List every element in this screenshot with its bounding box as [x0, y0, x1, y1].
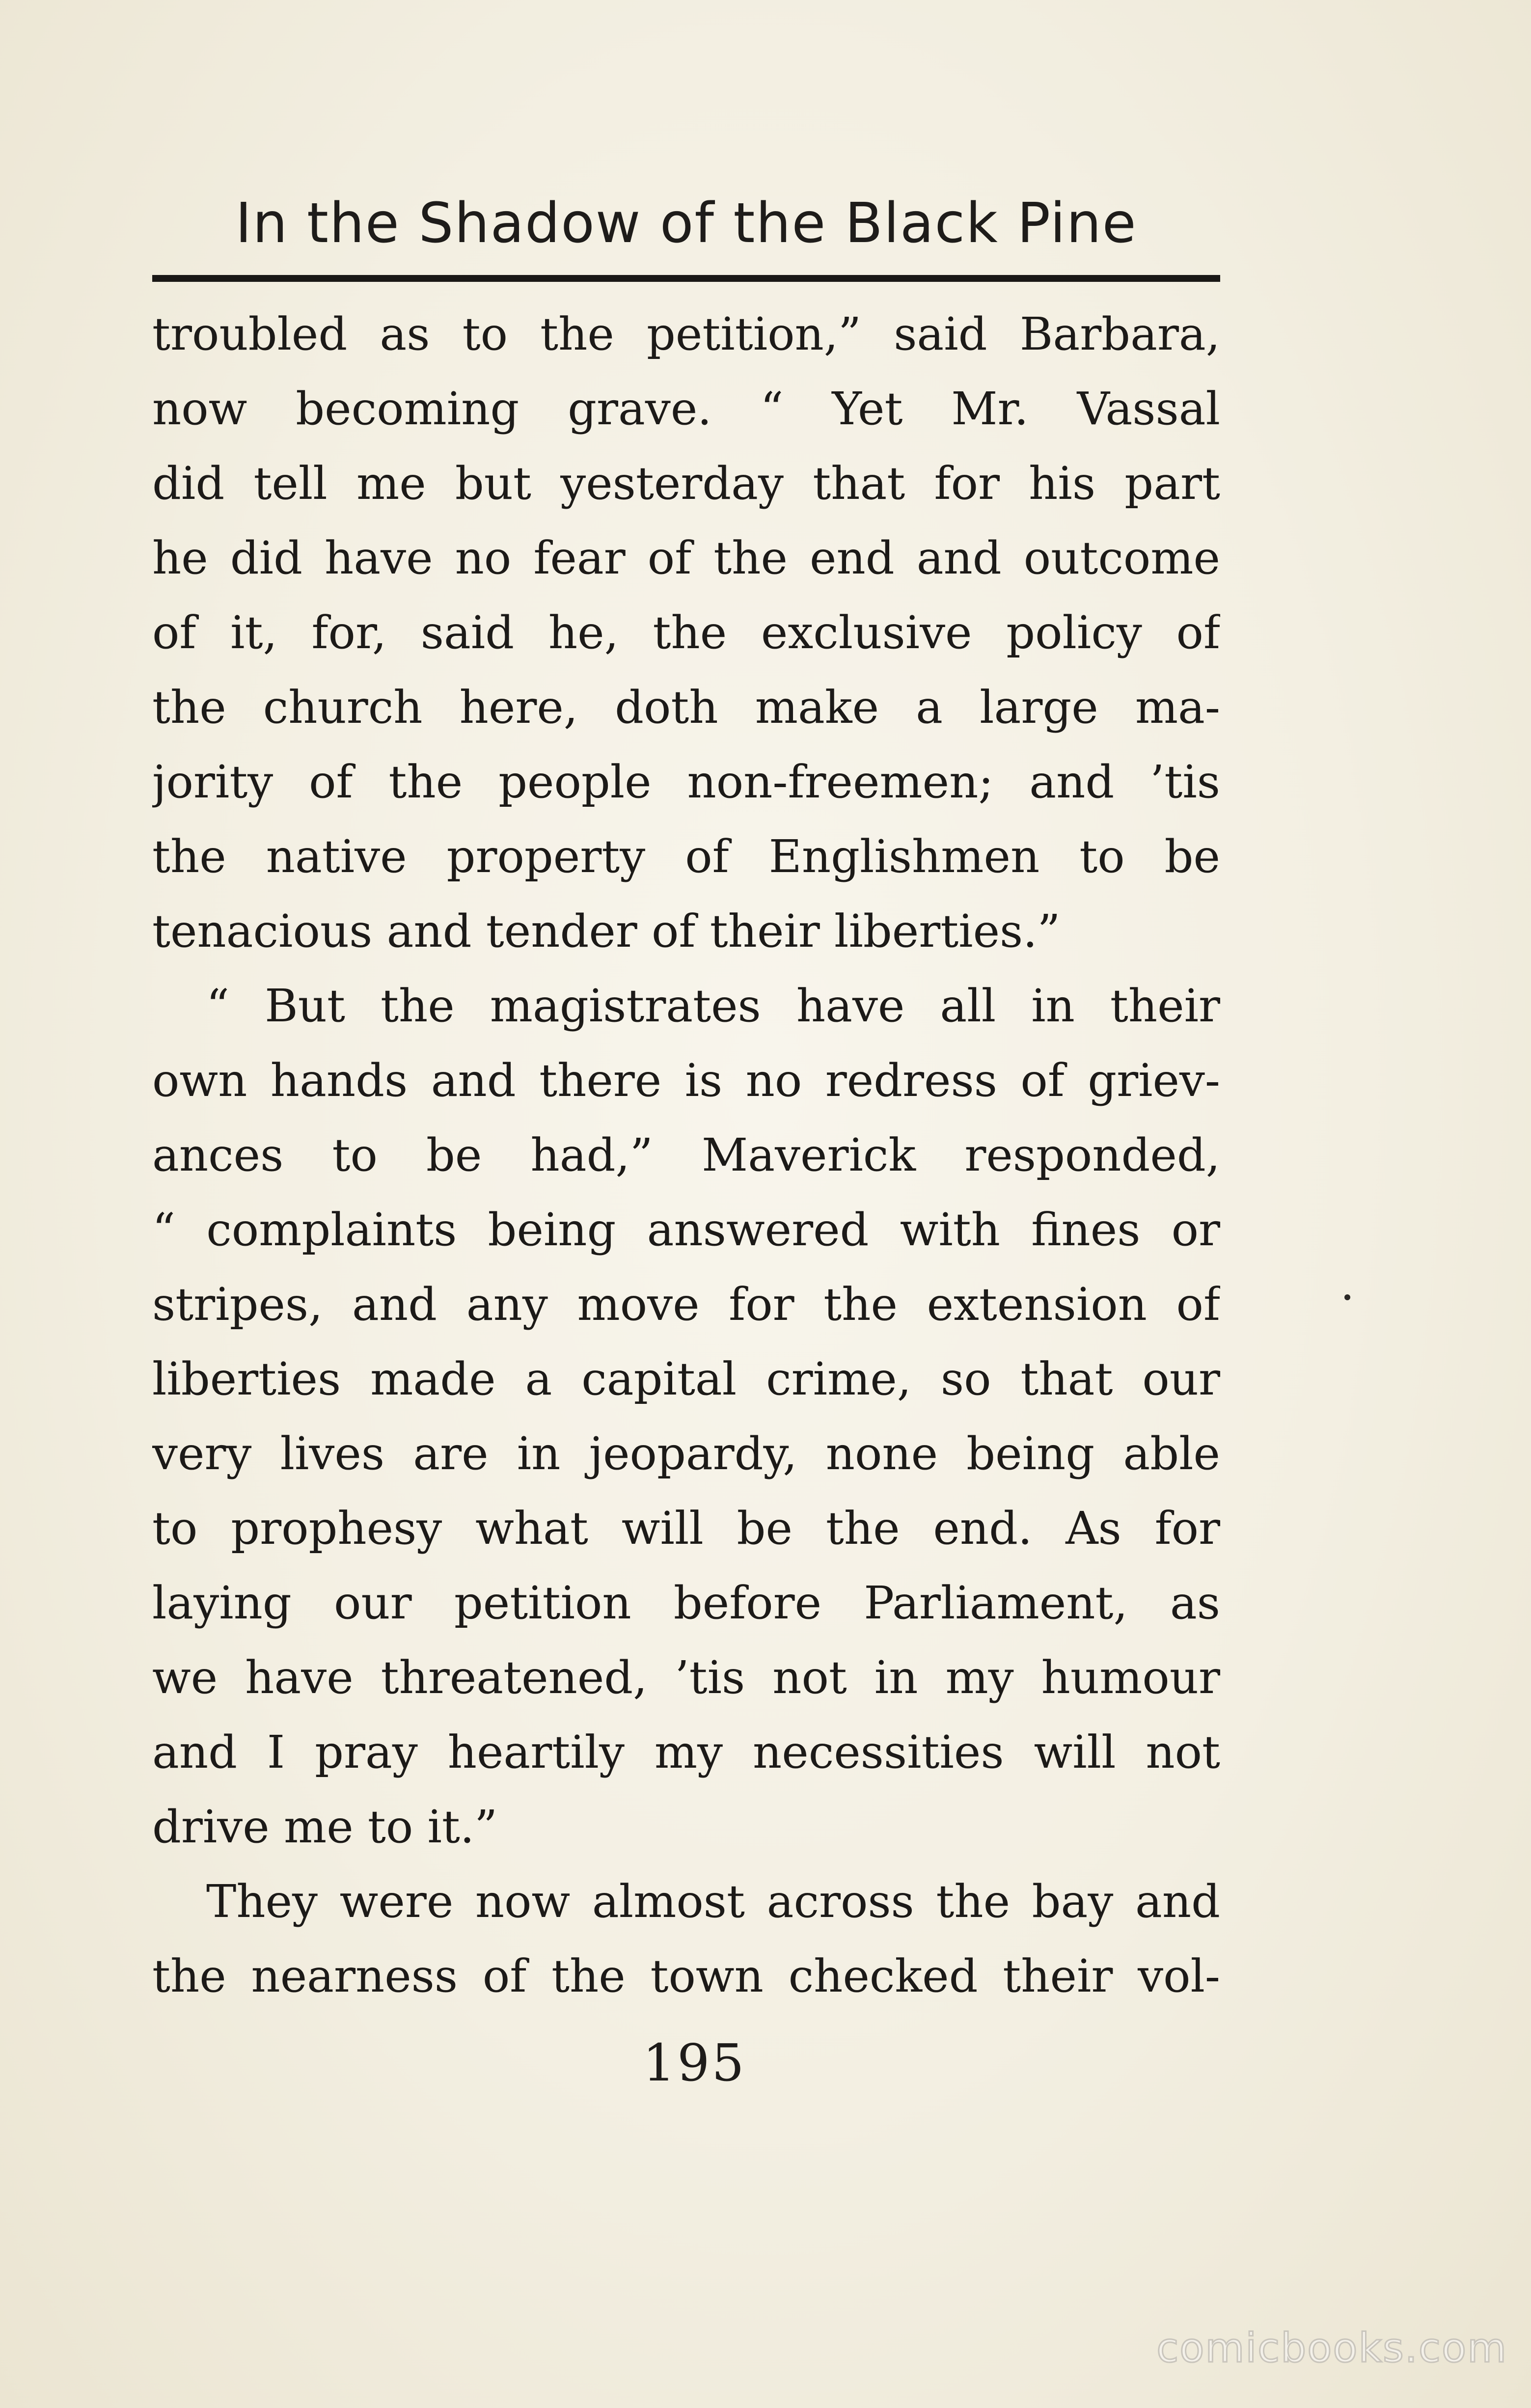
text-line: the nearness of the town checked their vol- — [152, 1950, 1220, 2002]
text-line: stripes, and any move for the extension of — [152, 1278, 1220, 1331]
body-text — [152, 297, 1220, 2014]
text-line: very lives are in jeopardy, none being able — [152, 1427, 1220, 1480]
text-line: he did have no fear of the end and outcome — [152, 532, 1220, 584]
header-rule — [152, 275, 1220, 282]
text-line: “ complaints being answered with fines or — [152, 1204, 1220, 1256]
text-line: did tell me but yesterday that for his part — [152, 457, 1220, 510]
page-number: 195 — [643, 2033, 746, 2093]
text-line: liberties made a capital crime, so that our — [152, 1353, 1220, 1405]
ink-speck — [1344, 1294, 1350, 1300]
text-line: drive me to it.” — [152, 1801, 498, 1853]
text-line: jority of the people non-freemen; and ’tis — [152, 756, 1220, 808]
text-line: troubled as to the petition,” said Barbara, — [152, 308, 1220, 360]
text-line: and I pray heartily my necessities will not — [152, 1726, 1220, 1779]
text-line: They were now almost across the bay and — [206, 1875, 1220, 1928]
text-line: “ But the magistrates have all in their — [206, 980, 1220, 1032]
text-line: we have threatened, ’tis not in my humour — [152, 1651, 1220, 1704]
text-line: of it, for, said he, the exclusive policy of — [152, 606, 1220, 659]
running-head: In the Shadow of the Black Pine — [235, 192, 1137, 255]
watermark-text: comicbooks.com — [1156, 2325, 1507, 2372]
text-line: the native property of Englishmen to be — [152, 830, 1220, 883]
text-line: ances to be had,” Maverick responded, — [152, 1129, 1220, 1181]
text-line: now becoming grave. “ Yet Mr. Vassal — [152, 383, 1220, 435]
text-line: own hands and there is no redress of griev- — [152, 1054, 1220, 1107]
text-line: tenacious and tender of their liberties.” — [152, 905, 1061, 958]
text-line: to prophesy what will be the end. As for — [152, 1502, 1220, 1555]
text-line: laying our petition before Parliament, as — [152, 1577, 1220, 1629]
text-line: the church here, doth make a large ma- — [152, 681, 1220, 734]
